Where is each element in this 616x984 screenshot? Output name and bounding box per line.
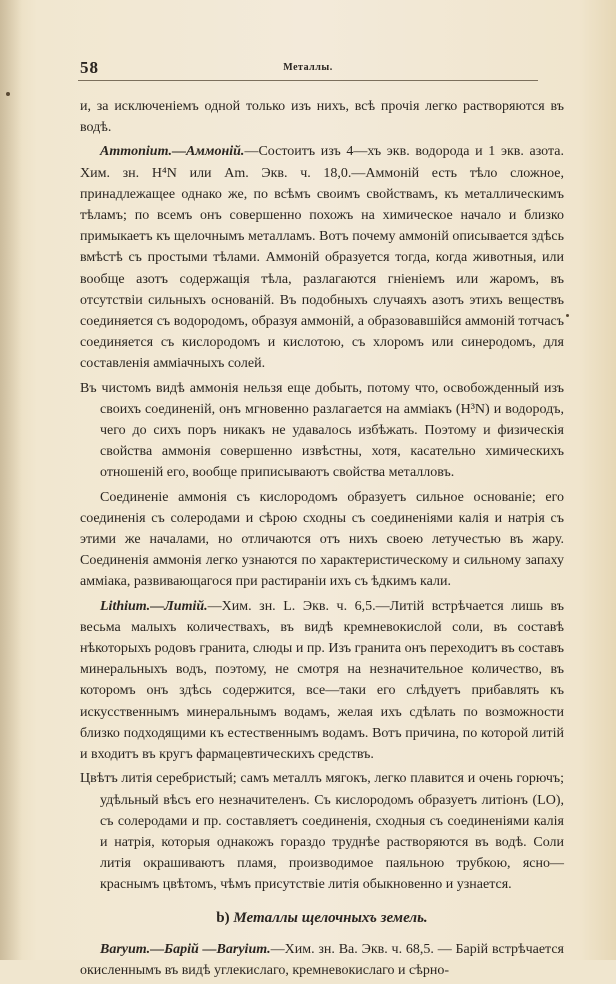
page-number: 58	[80, 58, 99, 77]
paragraph-text: Соединеніе аммонія съ кислородомъ образуетъ сильное основаніе; его соединенія съ солеродами и сѣрою сходны съ соединеніями калія и натрія съ этими же началами, но отличаются отъ нихъ своею летучестью въ жару. Соединенія аммонія легко узнаются по характеристическому и сильному запаху аммiака, развивающагося при растираніи ихъ съ ѣдкимъ кали.	[80, 489, 564, 590]
paragraph-text: —Хим. зн. Ba. Экв. ч. 68,5. — Барій встрѣчается окисленнымъ въ видѣ углекислаго, кремневокислаго и сѣрно-	[80, 941, 564, 978]
section-heading	[80, 908, 564, 929]
term-barium: Baryum.—Барій —Baryium.	[100, 941, 271, 957]
ink-spot	[6, 92, 10, 96]
running-title: Металлы.	[283, 62, 333, 73]
binding-shadow	[0, 0, 22, 960]
paragraph-text: Въ чистомъ видѣ аммонія нельзя еще добыть, потому что, освобожденный изъ своихъ соединеній, онъ мгновенно разлагается на аммiакъ (H³N) и водородъ, чего до сихъ поръ никакъ не удавалось избѣжать. Поэтому и физическія свойства аммонія совершенно извѣстны, хотя, касательно химическихъ отношеній его, вообще приписываютъ свойства металловъ.	[80, 380, 564, 481]
term-lithium: Lithium.—Литій.	[100, 598, 208, 614]
paragraph-continuation	[80, 96, 564, 138]
paragraph-text: и, за исключеніемъ одной только изъ нихъ, всѣ прочія легко растворяются въ водѣ.	[80, 99, 564, 136]
paragraph-lithium	[80, 596, 564, 766]
paragraph-text: Цвѣтъ литія серебристый; самъ металлъ мягокъ, легко плавится и очень горючъ; удѣльный вѣсъ его незначителенъ. Съ кислородомъ образуетъ литіонъ (LO), съ солеродами и пр. составляетъ соединенія, сходныя съ соединеніями калія и натрія, которыя однакожъ гораздо труднѣе растворяются въ водѣ. Соли литія окрашиваютъ пламя, производимое паяльною трубкою, ясно—краснымъ цвѣтомъ, чѣмъ присутствіе литія обыкновенно и узнается.	[80, 771, 564, 893]
paragraph-ammonium-compounds	[80, 487, 564, 593]
paragraph-text: —Хим. зн. L. Экв. ч. 6,5.—Литій встрѣчается лишь въ весьма малыхъ количествахъ, въ видѣ кремневокислой соли, въ составѣ нѣкоторыхъ родовъ гранита, слюды и пр. Изъ гранита онъ переходитъ въ составъ минеральныхъ водъ, поэтому, не смотря на незначительное количество, въ которомъ онъ здѣсь содержится, все—таки его слѣдуетъ прибавлять къ искусственнымъ минеральнымъ водамъ, желая ихъ сдѣлать по возможности близко подходящими къ естественнымъ водамъ. Вотъ причина, по которой литій и входитъ въ кругъ фармацевтическихъ средствъ.	[80, 598, 564, 763]
ink-spot	[566, 314, 569, 317]
paragraph-ammonium-pure	[80, 378, 564, 484]
term-ammonium: Ammonium.—Аммоній.	[100, 144, 245, 160]
header-rule	[78, 80, 538, 81]
paragraph-lithium-properties	[80, 768, 564, 895]
paragraph-ammonium	[80, 141, 564, 374]
paragraph-text: —Состоитъ изъ 4—хъ экв. водорода и 1 экв. азота. Хим. зн. H⁴N или Am. Экв. ч. 18,0.—Аммоній есть тѣло сложное, принадлежащее однако же, по всѣмъ своимъ свойствамъ, къ металлическимъ тѣламъ; по всемъ онъ совершенно похожъ на химическое начало и близко примыкаетъ къ щелочнымъ металламъ. Вотъ почему аммоній описывается здѣсь вмѣстѣ съ простыми тѣлами. Аммоній образуется тогда, когда животныя, или вообще азотъ содержащія тѣла, разлагаются гніеніемъ или жаромъ, въ отсутствіи сильныхъ основаній. Въ подобныхъ случаяхъ азотъ этихъ веществъ соединяется съ водородомъ, образуя аммоній, а образовавшійся аммоній тотчасъ соединяется съ кислородомъ и кислотою, съ хлоромъ или синеродомъ, для составленія аммiачныхъ солей.	[80, 144, 564, 372]
body-text	[80, 96, 564, 984]
section-letter: b)	[216, 909, 230, 926]
section-title: Металлы щелочныхъ земель.	[233, 909, 428, 926]
